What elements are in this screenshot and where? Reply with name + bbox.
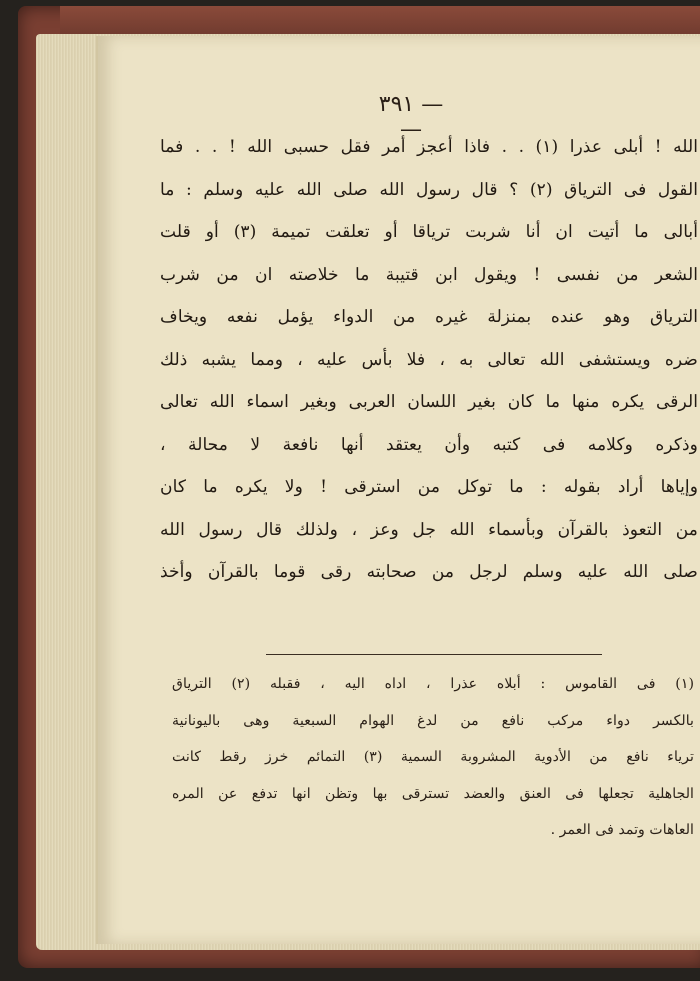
body-text	[160, 126, 698, 594]
body-line: الله ! أبلى عذرا (١) . . فاذا أعجز أمر فقل حسبى الله ! . . فما	[160, 137, 698, 157]
body-line: من التعوذ بالقرآن وبأسماء الله جل وعز ، ولذلك قال رسول الله	[160, 519, 698, 540]
footnote-divider	[266, 654, 602, 655]
body-line: الترياق وهو عنده بمنزلة غيره من الدواء يؤمل نفعه ويخاف	[160, 307, 698, 327]
footnote-line: العاهات وتمد فى العمر .	[550, 822, 694, 838]
body-line: صلى الله عليه وسلم لرجل من صحابته رقى قوما بالقرآن وأخذ	[160, 562, 698, 582]
body-line: وإياها أراد بقوله : ما توكل من استرقى ! ولا يكره ما كان	[160, 477, 698, 497]
body-line: الرقى يكره منها ما كان بغير اللسان العربى وبغير اسماء الله تعالى	[160, 392, 698, 412]
body-line: أبالى ما أتيت ان أنا شربت ترياقا أو تعلقت تميمة (٣) أو قلت	[160, 222, 698, 242]
footnote-line: بالكسر دواء مركب نافع من لدغ الهوام السبعية وهى باليونانية	[172, 712, 694, 729]
footnotes	[172, 666, 694, 849]
footnote-line: ترياء نافع من الأدوية المشروبة السمية (٣) التمائم خرز رقط كانت	[172, 749, 694, 765]
page-number: — ٣٩١ —	[378, 92, 444, 142]
footnote-line: الجاهلية تجعلها فى العنق والعضد تسترقى بها وتظن انها تدفع عن المره	[172, 785, 694, 802]
body-line: القول فى الترياق (٢) ؟ قال رسول الله صلى الله عليه وسلم : ما	[160, 179, 698, 200]
footnote-line: (١) فى القاموس : أبلاه عذرا ، اداه اليه ، فقبله (٢) الترياق	[172, 676, 694, 692]
body-line: وذكره وكلامه فى كتبه وأن يعتقد أنها نافعة لا محالة ،	[160, 434, 698, 455]
body-line: الشعر من نفسى ! ويقول ابن قتيبة ما خلاصته ان من شرب	[160, 264, 698, 285]
body-line: ضره ويستشفى الله تعالى به ، فلا بأس عليه ، ومما يشبه ذلك	[160, 349, 698, 370]
